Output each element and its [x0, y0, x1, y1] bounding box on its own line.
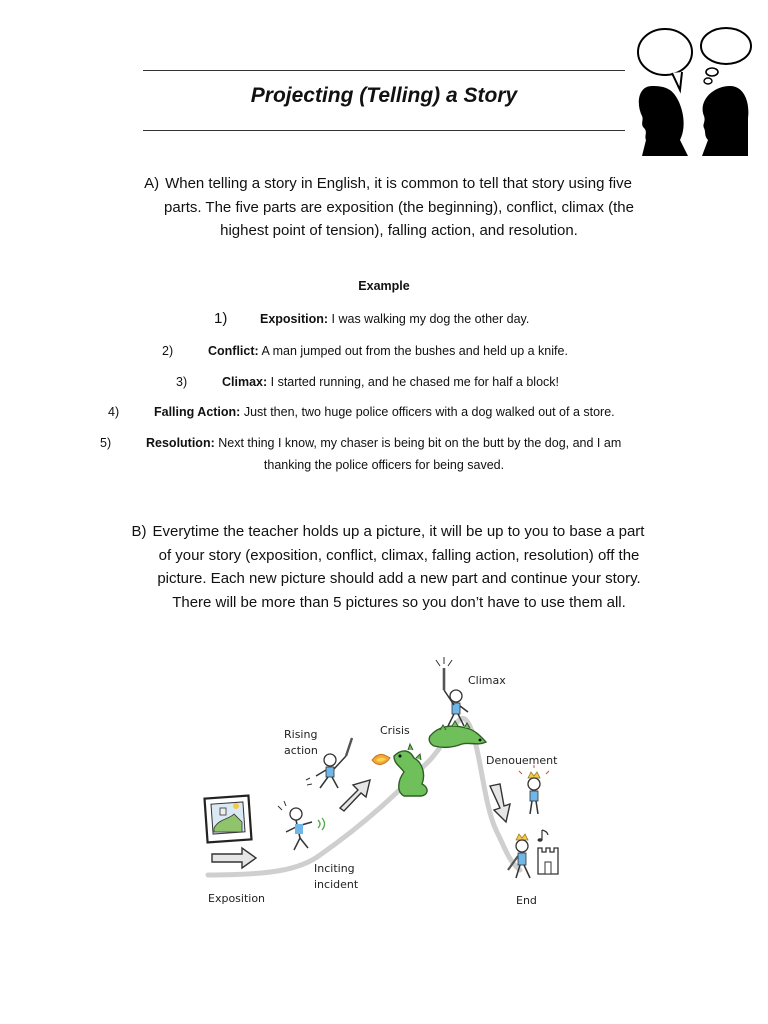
exposition-arrow-icon: [212, 848, 256, 868]
section-b-marker: B): [131, 523, 147, 540]
example-1-number: 1): [214, 310, 228, 327]
example-3-text: Climax: I started running, and he chased me for half a block!: [222, 375, 559, 389]
story-arc-diagram: [190, 650, 580, 920]
section-a-line-1: A) When telling a story in English, it is common to tell that story using five: [144, 175, 632, 192]
section-a-line-2: parts. The five parts are exposition (the beginning), conflict, climax (the: [164, 198, 634, 216]
conversation-silhouettes-icon: [632, 24, 756, 156]
example-5-continuation: thanking the police officers for being saved.: [263, 458, 505, 472]
example-5-number: 5): [100, 436, 112, 450]
label-rising-line-1: Rising: [284, 728, 318, 741]
example-4-number: 4): [108, 405, 120, 419]
example-4-text: Falling Action: Just then, two huge police officers with a dog walked out of a store.: [154, 405, 615, 419]
label-exposition: Exposition: [208, 892, 266, 905]
section-b-line-3: picture. Each new picture should add a new part and continue your story.: [157, 570, 641, 587]
example-3-number: 3): [176, 375, 188, 389]
top-rule: [143, 70, 625, 71]
label-inciting-line-1: Inciting: [314, 862, 355, 875]
label-end: End: [516, 894, 537, 907]
section-b-line-4: There will be more than 5 pictures so you don’t have to use them all.: [172, 593, 626, 611]
inciting-person-icon: [278, 801, 325, 850]
denouement-person-icon: [519, 765, 549, 814]
music-note-icon: [538, 830, 549, 842]
example-5-text: Resolution: Next thing I know, my chaser is being bit on the butt by the dog, and I am: [146, 436, 622, 450]
label-climax: Climax: [468, 674, 506, 687]
climax-person-icon: [436, 657, 468, 726]
rising-arrow-icon: [340, 780, 370, 811]
example-2-text: Conflict: A man jumped out from the bushes and held up a knife.: [208, 344, 568, 358]
example-heading: Example: [358, 279, 410, 293]
section-a-marker: A): [144, 175, 160, 192]
page-title: Projecting (Telling) a Story: [250, 84, 518, 107]
framed-picture-icon: [205, 796, 252, 843]
section-b-paragraph: [108, 520, 668, 614]
castle-icon: [538, 848, 558, 874]
section-b-line-1: B) Everytime the teacher holds up a picture, it will be up to you to base a part: [131, 523, 645, 540]
example-1-text: Exposition: I was walking my dog the other day.: [260, 312, 530, 326]
fire-icon: [372, 754, 390, 764]
label-inciting-line-2: incident: [314, 878, 359, 891]
example-2-number: 2): [162, 344, 174, 358]
bottom-rule: [143, 130, 625, 131]
section-b-line-2: of your story (exposition, conflict, climax, falling action, resolution) off the: [158, 546, 640, 564]
label-rising-line-2: action: [284, 744, 318, 757]
label-denouement: Denouement: [486, 754, 558, 767]
label-crisis: Crisis: [380, 724, 410, 737]
section-a-paragraph: [118, 172, 658, 243]
crisis-dragon-icon: [394, 744, 427, 796]
climax-dragon-icon: [429, 721, 486, 747]
section-a-line-3: highest point of tension), falling action, and resolution.: [220, 222, 578, 239]
